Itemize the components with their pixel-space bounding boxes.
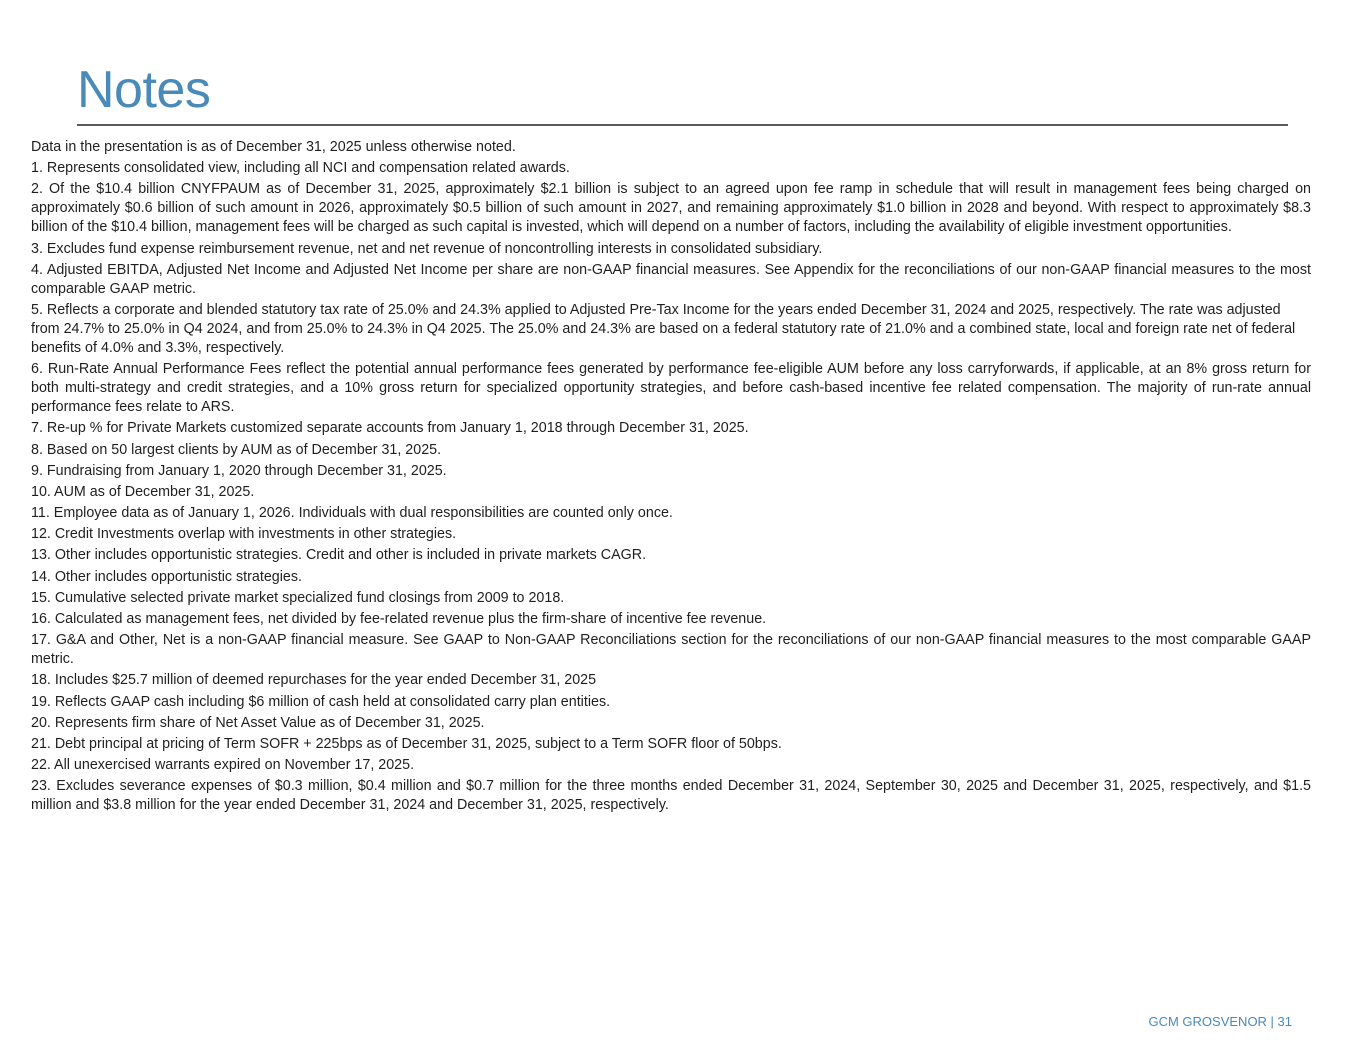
note-5: 5. Reflects a corporate and blended statutory tax rate of 25.0% and 24.3% applied to Adjusted Pre-Tax Income for the years ended December 31, 2024 and 2025, respectively. The rate was adjusted from 24.7% to 25.0% in Q4 2024, and from 25.0% to 24.3% in Q4 2025. The 25.0% and 24.3% are based on a federal statutory rate of 21.0% and a combined state, local and foreign rate net of federal benefits of 4.0% and 3.3%, respectively. — [31, 301, 1296, 356]
page-footer: GCM GROSVENOR | 31 — [1148, 1014, 1292, 1029]
page-title: Notes — [77, 61, 211, 119]
note-23: 23. Excludes severance expenses of $0.3 million, $0.4 million and $0.7 million for the three months ended December 31, 2024, September 30, 2025 and December 31, 2025, respectively, and $1.5 million and $3.8 million for the year ended December 31, 2024 and December 31, 2025, respectively. — [31, 778, 1311, 814]
note-22: 22. All unexercised warrants expired on November 17, 2025. — [31, 757, 415, 774]
note-2: 2. Of the $10.4 billion CNYFPAUM as of December 31, 2025, approximately $2.1 billion is subject to an agreed upon fee ramp in schedule that will result in management fees being charged on approximately $0.6 billion of such amount in 2026, approximately $0.5 billion of such amount in 2027, and remaining approximately $1.0 billion in 2028 and beyond. With respect to approximately $8.3 billion of the $10.4 billion, management fees will be charged as such capital is invested, which will depend on a number of factors, including the availability of eligible investment opportunities. — [31, 181, 1311, 236]
note-10: 10. AUM as of December 31, 2025. — [31, 483, 255, 500]
note-11: 11. Employee data as of January 1, 2026. Individuals with dual responsibilities are counted only once. — [31, 505, 673, 522]
note-1: 1. Represents consolidated view, including all NCI and compensation related awards. — [31, 160, 570, 177]
note-18: 18. Includes $25.7 million of deemed repurchases for the year ended December 31, 2025 — [31, 672, 597, 689]
note-19: 19. Reflects GAAP cash including $6 million of cash held at consolidated carry plan entities. — [31, 693, 611, 710]
note-16: 16. Calculated as management fees, net divided by fee-related revenue plus the firm-share of incentive fee revenue. — [31, 611, 767, 627]
note-20: 20. Represents firm share of Net Asset Value as of December 31, 2025. — [31, 714, 485, 731]
note-21: 21. Debt principal at pricing of Term SOFR + 225bps as of December 31, 2025, subject to a Term SOFR floor of 50bps. — [31, 735, 782, 752]
note-15: 15. Cumulative selected private market specialized fund closings from 2009 to 2018. — [31, 589, 565, 606]
note-13: 13. Other includes opportunistic strategies. Credit and other is included in private markets CAGR. — [31, 547, 647, 564]
note-12: 12. Credit Investments overlap with investments in other strategies. — [31, 526, 457, 543]
notes-list — [31, 138, 1311, 818]
note-8: 8. Based on 50 largest clients by AUM as of December 31, 2025. — [31, 441, 442, 458]
note-9: 9. Fundraising from January 1, 2020 through December 31, 2025. — [31, 462, 447, 479]
note-14: 14. Other includes opportunistic strategies. — [31, 568, 302, 585]
note-7: 7. Re-up % for Private Markets customized separate accounts from January 1, 2018 through December 31, 2025. — [31, 420, 749, 437]
note-17: 17. G&A and Other, Net is a non-GAAP financial measure. See GAAP to Non-GAAP Reconciliations section for the reconciliations of our non-GAAP financial measures to the most comparable GAAP metric. — [31, 632, 1311, 668]
note-3: 3. Excludes fund expense reimbursement revenue, net and net revenue of noncontrolling interests in consolidated subsidiary. — [31, 240, 823, 257]
note-6: 6. Run-Rate Annual Performance Fees reflect the potential annual performance fees generated by performance fee-eligible AUM before any loss carryforwards, if applicable, at an 8% gross return for both multi-strategy and credit strategies, and a 10% gross return for specialized opportunity strategies, and before cash-based incentive fee related compensation. The majority of run-rate annual performance fees relate to ARS. — [31, 361, 1311, 416]
title-divider — [77, 124, 1288, 126]
note-4: 4. Adjusted EBITDA, Adjusted Net Income and Adjusted Net Income per share are non-GAAP financial measures. See Appendix for the reconciliations of our non-GAAP financial measures to the most comparable GAAP metric. — [31, 261, 1311, 297]
intro-note: Data in the presentation is as of December 31, 2025 unless otherwise noted. — [31, 139, 516, 155]
